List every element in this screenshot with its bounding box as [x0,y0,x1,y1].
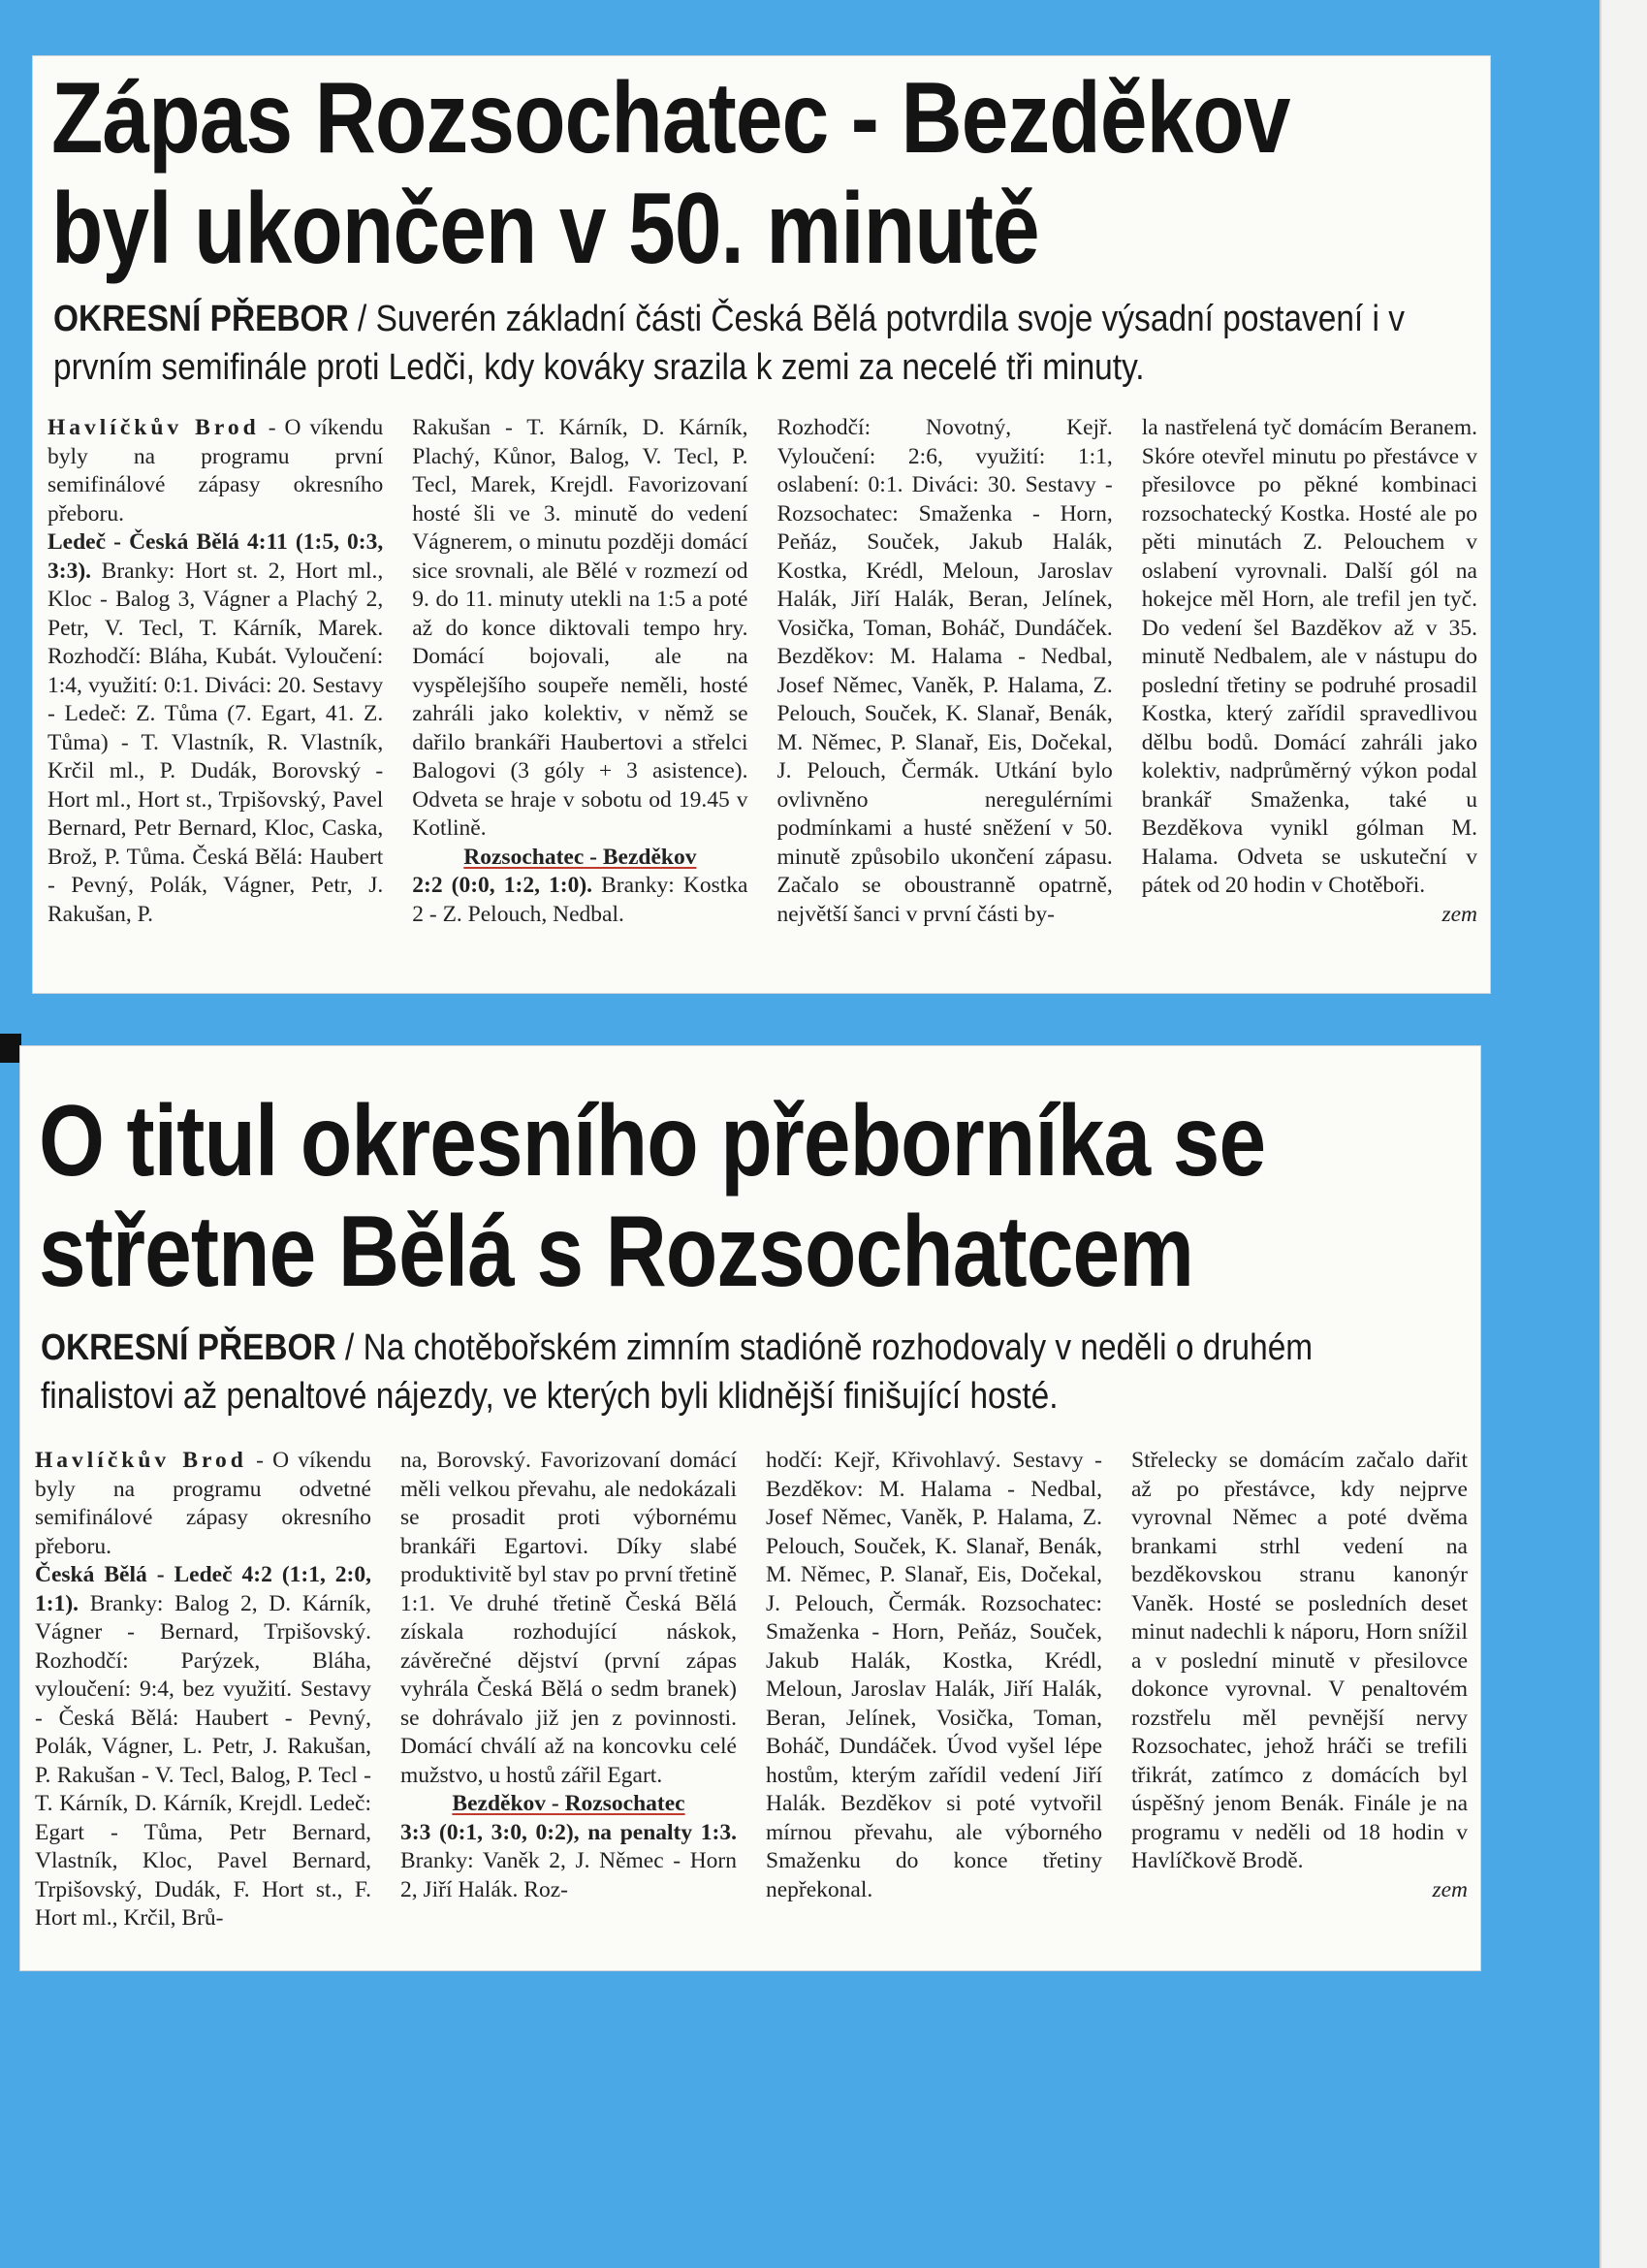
article-1-match-2-title: Rozsochatec - Bezděkov [463,844,697,870]
article-1-column-1 [48,414,383,929]
article-2-headline-line-2: střetne Bělá s Rozsochatcem [39,1196,1194,1308]
article-1-lead [53,295,1418,392]
article-2-separator: / [335,1327,364,1368]
article-2-col4-text: Střelecky se domácím začalo dařit až po přestávce, kdy nejprve vyrovnal Němec a poté dvěma brankami strhl vedení na bezděkovskou stranu kanonýr Vaněk. Hosté se posledních deset minut nadechli k náporu, Horn snížil a v poslední minutě v přesilovce dokonce vyrovnal. V penaltovém rozstřelu měl pevnější nervy Rozsochatec, jehož hráči se trefili třikrát, zatímco z domácích byl úspěšný jenom Benák. Finále je na programu v neděli od 18 hodin v Havlíčkově Brodě. [1131,1448,1468,1873]
article-2-dateline: Havlíčkův Brod [35,1448,247,1473]
article-1-headline [51,63,1290,284]
article-1-signature: zem [1441,901,1477,927]
article-2-signature: zem [1432,1876,1468,1902]
article-2-lead-text: Na chotěbořském zimním stadióně rozhodovaly v neděli o druhém finalistovi až penaltové nájezdy, ve kterých byli klidnější finišující hosté. [41,1327,1314,1417]
article-2-section: OKRESNÍ PŘEBOR [41,1327,336,1368]
article-1-column-2 [412,414,747,929]
article-2-headline-line-1: O titul okresního přeborníka se [39,1085,1266,1198]
article-1-match-1-detail: (1:5, 0:3, 3:3). [48,529,384,584]
article-1-separator: / [348,299,376,339]
article-1-col2-text: Rakušan - T. Kárník, D. Kárník, Plachý, Kůnor, Balog, V. Tecl, P. Tecl, Marek, Krejdl. Favorizovaní hosté šli ve 3. minutě do vedení Vágnerem, o minutu později domácí sice srovnali, ale Bělé v rozmezí od 9. do 11. minuty utekli na 1:5 a poté až do konce diktovali tempo hry. Domácí bojovali, ale na vyspělejšího soupeře neměli, hosté zahráli jako kolektiv, v němž se dařilo brankáři Haubertovi a střelci Balogovi (3 góly + 3 asistence). Odveta se hraje v sobotu od 19.45 v Kotlině. [412,415,748,841]
article-2-match-2-title: Bezděkov - Rozsochatec [452,1791,685,1816]
article-2-match-1-title: Česká Bělá - Ledeč 4:2 [35,1562,272,1587]
article-2-column-2 [400,1447,737,1933]
article-1-col1-text: - O víkendu byly na programu první semifinálové zápasy okresního přeboru. [48,415,384,527]
article-1-column-4 [1142,414,1477,929]
article-1-match-1-title: Ledeč - Česká Bělá 4:11 [48,529,288,555]
article-2-column-1 [35,1447,371,1933]
article-1-headline-line-2: byl ukončen v 50. minutě [51,173,1039,285]
article-1-headline-line-1: Zápas Rozsochatec - Bezděkov [51,62,1290,175]
newspaper-clipping-2 [19,1045,1481,1971]
article-1-col4-text: la nastřelená tyč domácím Beranem. Skóre otevřel minutu po přestávce v přesilovce po pěkné kombinaci rozsochatecký Kostka. Hosté ale po pěti minutách Z. Pelouchem v oslabení vyrovnali. Další gól na hokejce měl Horn, ale trefil jen tyč. Do vedení šel Bazděkov až v 35. minutě Nedbalem, ale v nástupu do poslední třetiny se podruhé prosadil Kostka, který zařídil spravedlivou dělbu bodů. Domácí zahráli jako kolektiv, nadprůměrný výkon podal brankář Smaženka, také u Bezděkova vynikl gólman M. Halama. Odveta se uskuteční v pátek od 20 hodin v Chotěboři. [1141,415,1477,898]
article-1-lead-text: Suverén základní části Česká Bělá potvrdila svoje výsadní postavení i v prvním semifinále proti Ledči, kdy kováky srazila k zemi za necelé tři minuty. [53,299,1405,388]
article-2-col1-rest: Branky: Balog 2, D. Kárník, Vágner - Bernard, Trpišovský. Rozhodčí: Parýzek, Bláha, vyloučení: 9:4, bez využití. Sestavy - Česká Bělá: Haubert - Pevný, Polák, Vágner, L. Petr, J. Rakušan, P. Rakušan - V. Tecl, Balog, P. Tecl - T. Kárník, D. Kárník, Krejdl. Ledeč: Egart - Tůma, Petr Bernard, Vlastník, Kloc, Pavel Bernard, Trpišovský, Dudák, F. Hort st., F. Hort ml., Krčil, Brů- [35,1590,371,1931]
article-1-col1-rest: Branky: Hort st. 2, Hort ml., Kloc - Balog 3, Vágner a Plachý 2, Petr, V. Tecl, T. Kárník, Marek. Rozhodčí: Bláha, Kubát. Vyloučení: 1:4, využití: 0:1. Diváci: 20. Sestavy - Ledeč: Z. Tůma (7. Egart, 41. Z. Tůma) - T. Vlastník, R. Vlastník, Krčil ml., P. Dudák, Borovský - Hort ml., Hort st., Trpišovský, Pavel Bernard, Petr Bernard, Kloc, Caska, Brož, P. Tůma. Česká Bělá: Haubert - Pevný, Polák, Vágner, Petr, J. Rakušan, P. [48,558,384,927]
scanner-edge-strip [1599,0,1647,2268]
article-1-column-3: Rozhodčí: Novotný, Kejř. Vyloučení: 2:6, využití: 1:1, oslabení: 0:1. Diváci: 30. Sestavy - Rozsochatec: Smaženka - Horn, Peňáz, Souček, Jakub Halák, Kostka, Krédl, Meloun, Jaroslav Halák, Jiří Halák, Beran, Jelínek, Vosička, Toman, Boháč, Dundáček. Bezděkov: M. Halama - Nedbal, Josef Němec, Vaněk, P. Halama, Z. Pelouch, Souček, K. Slanař, Benák, M. Němec, P. Slanař, Eis, Dočekal, J. Pelouch, Čermák. Utkání bylo ovlivněno neregulérními podmínkami a husté sněžení v 50. minutě způsobilo ukončení zápasu. Začalo se oboustranně opatrně, největší šanci v první části by- [776,415,1113,927]
article-2-lead [41,1324,1406,1421]
article-1-col2-rest: Branky: Kostka 2 - Z. Pelouch, Nedbal. [412,873,748,927]
article-2-match-1-detail: (1:1, 2:0, 1:1). [35,1562,371,1616]
article-1-columns [48,414,1477,929]
article-1-section: OKRESNÍ PŘEBOR [53,299,349,339]
article-2-column-4 [1131,1447,1468,1933]
article-1-match-2-score: 2:2 (0:0, 1:2, 1:0). [412,873,593,898]
article-2-columns [35,1447,1468,1933]
article-2-col2-rest: Branky: Vaněk 2, J. Němec - Horn 2, Jiří Halák. Roz- [400,1848,737,1902]
article-2-col1-text: - O víkendu byly na programu odvetné semifinálové zápasy okresního přeboru. [35,1448,371,1559]
newspaper-clipping-1 [32,55,1491,994]
article-2-match-2-score: 3:3 (0:1, 3:0, 0:2), na penalty 1:3. [400,1819,737,1845]
article-1-dateline: Havlíčkův Brod [48,415,260,440]
black-crop-mark [0,1034,21,1063]
article-2-col2-text: na, Borovský. Favorizovaní domácí měli velkou převahu, ale nedokázali se prosadit proti výbornému brankáři Egartovi. Díky slabé produktivitě byl stav po první třetině 1:1. Ve druhé třetině Česká Bělá získala rozhodující náskok, závěrečné dějství (první zápas vyhrála Česká Bělá o sedm branek) se dohrávalo již jen z povinnosti. Domácí chválí až na koncovku celé mužstvo, u hostů zářil Egart. [400,1448,737,1788]
article-2-headline [39,1086,1265,1307]
article-2-column-3: hodčí: Kejř, Křivohlavý. Sestavy - Bezděkov: M. Halama - Nedbal, Josef Němec, Vaněk, P. Halama, Z. Pelouch, Souček, K. Slanař, Benák, M. Němec, P. Slanař, Eis, Dočekal, J. Pelouch, Čermák. Rozsochatec: Smaženka - Horn, Peňáz, Souček, Jakub Halák, Kostka, Krédl, Meloun, Jaroslav Halák, Jiří Halák, Beran, Jelínek, Vosička, Toman, Boháč, Dundáček. Úvod vyšel lépe hostům, kterým zařídil vedení Jiří Halák. Bezděkov si poté vytvořil mírnou převahu, ale výborného Smaženku do konce třetiny nepřekonal. [766,1448,1102,1902]
